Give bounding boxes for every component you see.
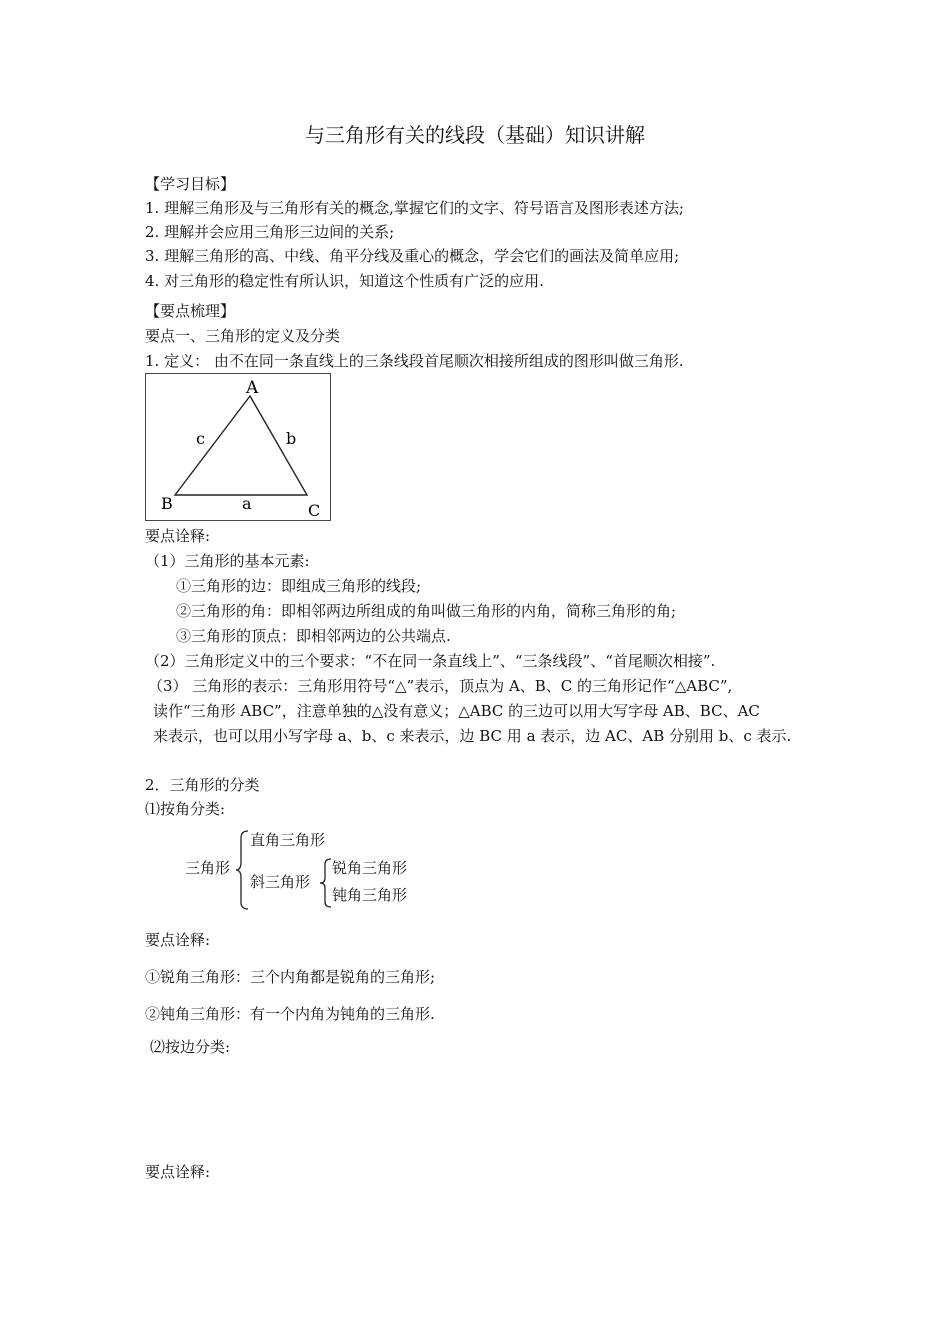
note-label: 要点诠释: <box>145 527 211 545</box>
goal-item-4: 4. 对三角形的稳定性有所认识，知道这个性质有广泛的应用. <box>145 272 544 290</box>
note-3-line-3: 来表示，也可以用小写字母 a、b、c 来表示，边 BC 用 a 表示，边 AC、AB 分别用 b、c 表示. <box>153 727 792 745</box>
side-b-label: b <box>286 429 297 448</box>
class-obtuse: 钝角三角形 <box>332 886 408 904</box>
class-acute: 锐角三角形 <box>332 859 408 877</box>
note-2: （2）三角形定义中的三个要求：“不在同一条直线上”、“三条线段”、“首尾顺次相接”. <box>145 652 716 670</box>
vertex-a-label: A <box>246 378 259 398</box>
note-1: （1）三角形的基本元素: <box>145 552 310 570</box>
definition-text: 1. 定义： 由不在同一条直线上的三条线段首尾顺次相接所组成的图形叫做三角形. <box>145 352 684 370</box>
section1-heading: 要点一、三角形的定义及分类 <box>145 327 341 345</box>
side-c-label: c <box>196 429 205 448</box>
goal-item-2: 2. 理解并会应用三角形三边间的关系; <box>145 223 395 241</box>
note-label-3: 要点诠释: <box>145 1163 211 1181</box>
vertex-b-label: B <box>161 494 173 513</box>
by-angle-heading: ⑴按角分类: <box>145 800 226 818</box>
note-3-line-1: （3） 三角形的表示：三角形用符号“△”表示，顶点为 A、B、C 的三角形记作“△ABC”, <box>148 677 733 695</box>
class-oblique: 斜三角形 <box>250 873 311 891</box>
section2-heading: 2．三角形的分类 <box>145 776 260 794</box>
goals-heading: 【学习目标】 <box>145 175 236 193</box>
by-side-heading: ⑵按边分类: <box>150 1038 231 1056</box>
class-right: 直角三角形 <box>250 831 326 849</box>
acute-note: ①锐角三角形：三个内角都是锐角的三角形; <box>145 968 436 986</box>
note-3-line-2: 读作“三角形 ABC”，注意单独的△没有意义；△ABC 的三边可以用大写字母 AB、BC、AC <box>153 702 760 720</box>
note-label-2: 要点诠释: <box>145 931 211 949</box>
triangle-svg <box>146 374 330 520</box>
vertex-c-label: C <box>308 501 321 520</box>
triangle-figure <box>145 373 331 521</box>
page-title: 与三角形有关的线段（基础）知识讲解 <box>305 123 645 147</box>
note-1-item-2: ②三角形的角：即相邻两边所组成的角叫做三角形的内角，简称三角形的角; <box>176 602 677 620</box>
goal-item-3: 3. 理解三角形的高、中线、角平分线及重心的概念，学会它们的画法及简单应用; <box>145 247 680 265</box>
class-root: 三角形 <box>185 859 231 877</box>
goal-item-1: 1. 理解三角形及与三角形有关的概念,掌握它们的文字、符号语言及图形表述方法; <box>145 199 684 217</box>
obtuse-note: ②钝角三角形：有一个内角为钝角的三角形. <box>145 1005 435 1023</box>
note-1-item-1: ①三角形的边：即组成三角形的线段; <box>176 577 422 595</box>
side-a-label: a <box>242 494 252 513</box>
points-heading: 【要点梳理】 <box>145 302 236 320</box>
note-1-item-3: ③三角形的顶点：即相邻两边的公共端点. <box>176 627 451 645</box>
